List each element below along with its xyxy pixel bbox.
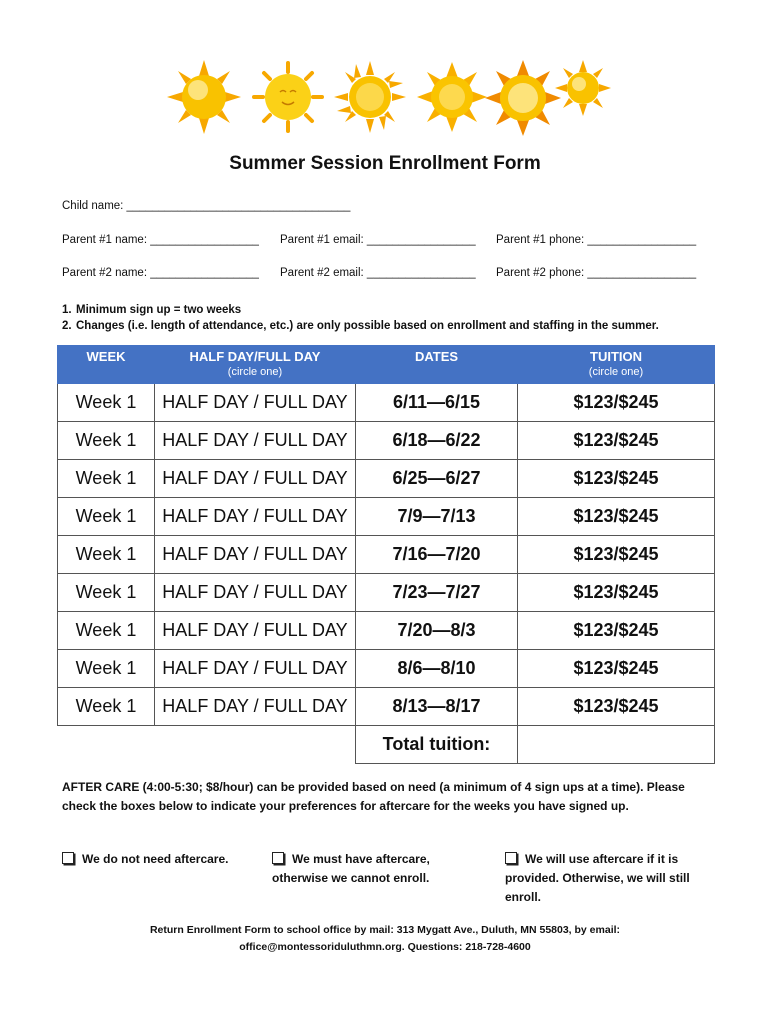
table-row: [58, 460, 715, 498]
footer-line: office@montessoriduluthmn.org. Questions: 218-728-4600: [239, 941, 531, 953]
tuition-cell[interactable]: $123/$245: [518, 688, 715, 726]
sun-icon: [413, 58, 491, 136]
dates-cell: 7/20—8/3: [356, 612, 518, 650]
option-label: We must have aftercare, otherwise we cannot enroll.: [272, 852, 430, 885]
parent2-phone-field[interactable]: Parent #2 phone: _________________: [496, 267, 697, 279]
checkbox[interactable]: [62, 852, 74, 864]
dates-cell: 7/9—7/13: [356, 498, 518, 536]
week-cell: Week 1: [58, 536, 155, 574]
week-cell: Week 1: [58, 574, 155, 612]
header-tuition: TUITION (circle one): [518, 346, 715, 384]
header-week: WEEK: [58, 346, 155, 384]
week-cell: Week 1: [58, 460, 155, 498]
footer-line: Return Enrollment Form to school office by mail: 313 Mygatt Ave., Duluth, MN 55803, by email:: [149, 924, 621, 936]
day-type-cell[interactable]: HALF DAY / FULL DAY: [155, 498, 356, 536]
aftercare-text: AFTER CARE (4:00-5:30; $8/hour) can be provided based on need (a minimum of 4 sign ups at a time). Please check the boxes below to indicate your preferences for aftercare for the weeks you have signed up.: [62, 780, 685, 813]
rule-number: 2.: [62, 320, 72, 332]
table-row: [58, 650, 715, 688]
table-row: [58, 384, 715, 422]
week-cell: Week 1: [58, 384, 155, 422]
parent1-name-field[interactable]: Parent #1 name: _________________: [62, 234, 259, 246]
tuition-cell[interactable]: $123/$245: [518, 574, 715, 612]
week-cell: Week 1: [58, 498, 155, 536]
parent2-name-field[interactable]: Parent #2 name: _________________: [62, 267, 259, 279]
tuition-cell[interactable]: $123/$245: [518, 460, 715, 498]
parent2-email-field[interactable]: Parent #2 email: _________________: [280, 267, 476, 279]
page-title: Summer Session Enrollment Form: [229, 153, 541, 174]
rule-number: 1.: [62, 304, 72, 316]
tuition-cell[interactable]: $123/$245: [518, 536, 715, 574]
option-label: We will use aftercare if it is provided. Otherwise, we will still enroll.: [505, 852, 690, 904]
total-tuition-input[interactable]: [518, 726, 715, 764]
dates-cell: 6/25—6/27: [356, 460, 518, 498]
parent1-email-field[interactable]: Parent #1 email: _________________: [280, 234, 476, 246]
table-header-row: [58, 346, 715, 384]
sun-icon: [331, 58, 409, 136]
total-tuition-label: Total tuition:: [356, 726, 518, 764]
table-row: [58, 574, 715, 612]
parent1-phone-field[interactable]: Parent #1 phone: _________________: [496, 234, 697, 246]
total-row: [58, 726, 715, 764]
dates-cell: 7/16—7/20: [356, 536, 518, 574]
sun-icon: [483, 58, 563, 138]
dates-cell: 8/6—8/10: [356, 650, 518, 688]
dates-cell: 6/11—6/15: [356, 384, 518, 422]
empty-cell: [155, 726, 356, 764]
dates-cell: 6/18—6/22: [356, 422, 518, 460]
tuition-cell[interactable]: $123/$245: [518, 650, 715, 688]
week-cell: Week 1: [58, 612, 155, 650]
sun-decoration-row: [165, 58, 605, 142]
schedule-table: [57, 345, 715, 764]
tuition-cell[interactable]: $123/$245: [518, 612, 715, 650]
rule-item: [62, 304, 659, 316]
aftercare-option-required[interactable]: [272, 850, 477, 888]
tuition-cell[interactable]: $123/$245: [518, 384, 715, 422]
tuition-cell[interactable]: $123/$245: [518, 498, 715, 536]
checkbox[interactable]: [272, 852, 284, 864]
rule-text: Minimum sign up = two weeks: [76, 304, 242, 316]
smiling-sun-icon: [249, 58, 327, 136]
footer-contact: [0, 922, 770, 956]
table-row: [58, 498, 715, 536]
day-type-cell[interactable]: HALF DAY / FULL DAY: [155, 612, 356, 650]
day-type-cell[interactable]: HALF DAY / FULL DAY: [155, 384, 356, 422]
child-name-field[interactable]: Child name: ___________________________________: [62, 200, 351, 212]
tuition-cell[interactable]: $123/$245: [518, 422, 715, 460]
week-cell: Week 1: [58, 688, 155, 726]
header-dates: DATES: [356, 346, 518, 384]
day-type-cell[interactable]: HALF DAY / FULL DAY: [155, 460, 356, 498]
empty-cell: [58, 726, 155, 764]
table-row: [58, 422, 715, 460]
sun-icon: [553, 58, 613, 118]
aftercare-option-optional[interactable]: [505, 850, 710, 907]
checkbox[interactable]: [505, 852, 517, 864]
table-row: [58, 612, 715, 650]
week-cell: Week 1: [58, 650, 155, 688]
option-label: We do not need aftercare.: [82, 852, 229, 866]
dates-cell: 7/23—7/27: [356, 574, 518, 612]
rule-text: Changes (i.e. length of attendance, etc.) are only possible based on enrollment and staffing in the summer.: [76, 320, 659, 332]
rules-list: [62, 304, 659, 336]
day-type-cell[interactable]: HALF DAY / FULL DAY: [155, 574, 356, 612]
day-type-cell[interactable]: HALF DAY / FULL DAY: [155, 688, 356, 726]
aftercare-option-none[interactable]: [62, 850, 262, 869]
header-day-type: HALF DAY/FULL DAY (circle one): [155, 346, 356, 384]
rule-item: [62, 320, 659, 332]
day-type-cell[interactable]: HALF DAY / FULL DAY: [155, 650, 356, 688]
day-type-cell[interactable]: HALF DAY / FULL DAY: [155, 422, 356, 460]
week-cell: Week 1: [58, 422, 155, 460]
dates-cell: 8/13—8/17: [356, 688, 518, 726]
table-row: [58, 688, 715, 726]
table-row: [58, 536, 715, 574]
day-type-cell[interactable]: HALF DAY / FULL DAY: [155, 536, 356, 574]
sun-icon: [165, 58, 243, 136]
